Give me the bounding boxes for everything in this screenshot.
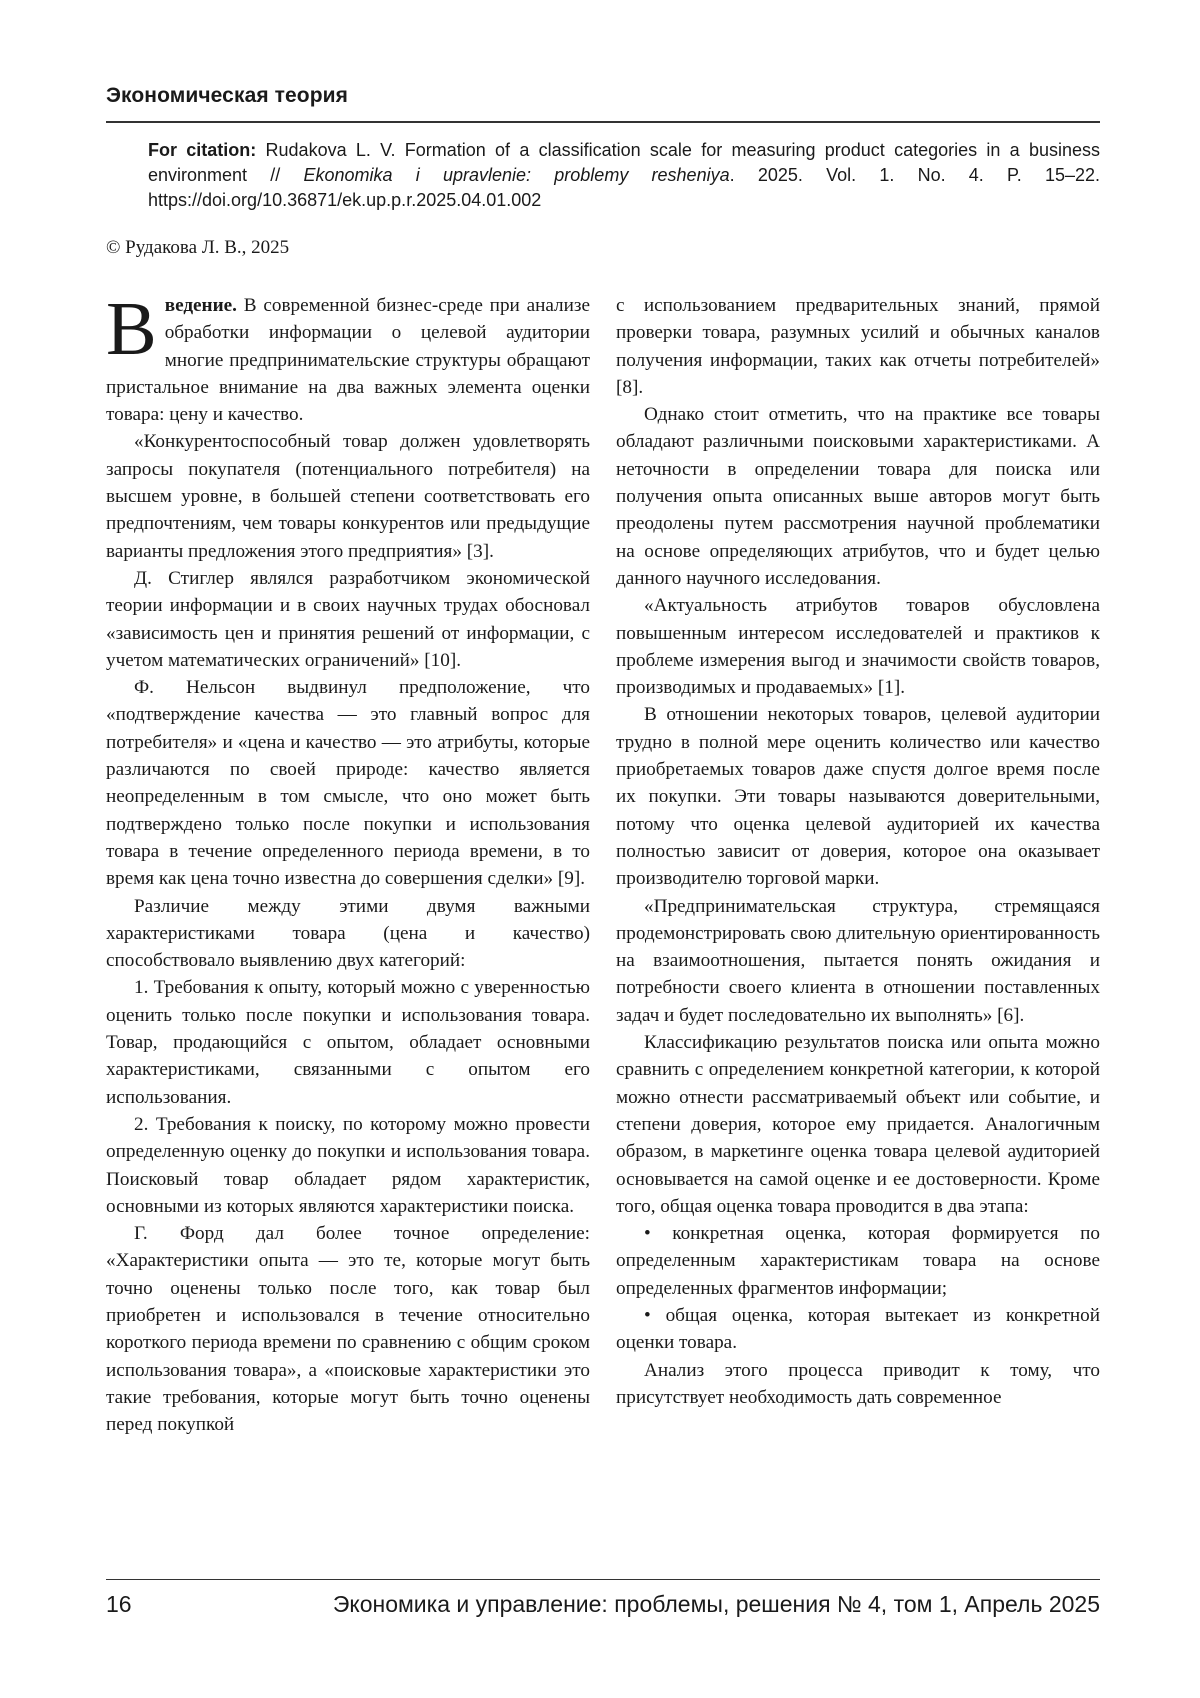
- section-title: Экономическая теория: [106, 84, 348, 108]
- header-rule: [106, 121, 1100, 123]
- bullet-item: • конкретная оценка, которая формируется по определенным характеристикам товара на основе определенных фрагментов информации;: [616, 1220, 1100, 1302]
- journal-page: [0, 0, 1200, 1698]
- citation-journal: Ekonomika i upravlenie: problemy resheniya: [304, 165, 730, 185]
- right-column: [616, 292, 1100, 1411]
- drop-cap: В: [106, 298, 157, 360]
- page-number: 16: [106, 1591, 132, 1618]
- paragraph: Классификацию результатов поиска или опыта можно сравнить с определением конкретной категории, к которой можно отнести рассматриваемый объект или событие, и степени доверия, которое ему придается. Аналогичным образом, в маркетинге оценка товара целевой аудиторией основывается на самой оценке и ее достоверности. Кроме того, общая оценка товара проводится в два этапа:: [616, 1029, 1100, 1220]
- citation-text-before: Rudakova L. V. Formation of a classification scale for measuring product categories in a business environment //: [148, 140, 1100, 185]
- citation-label: For citation:: [148, 140, 256, 160]
- intro-text: В современной бизнес-среде при анализе обработки информации о целевой аудитории многие предпринимательские структуры обращают пристальное внимание на два важных элемента оценки товара: цену и качество.: [106, 295, 590, 425]
- citation-text-after: . 2025. Vol. 1. No. 4. P. 15–22. https://doi.org/10.36871/ek.up.p.r.2025.04.01.002: [148, 165, 1100, 210]
- journal-footer: Экономика и управление: проблемы, решения № 4, том 1, Апрель 2025: [333, 1591, 1100, 1618]
- paragraph: «Предпринимательская структура, стремящаяся продемонстрировать свою длительную ориентированность на взаимоотношения, пытается понять ожидания и потребности своего клиента в отношении поставленных задач и будет последовательно их выполнять» [6].: [616, 893, 1100, 1029]
- paragraph: Однако стоит отметить, что на практике все товары обладают различными поисковыми характеристиками. А неточности в определении товара для поиска или получения опыта описанных выше авторов могут быть преодолены путем рассмотрения научной проблематики на основе определяющих атрибутов, что и будет целью данного научного исследования.: [616, 401, 1100, 592]
- paragraph: «Конкурентоспособный товар должен удовлетворять запросы покупателя (потенциального потребителя) на высшем уровне, в большей степени соответствовать его предпочтениям, чем товары конкурентов или предыдущие варианты предложения этого предприятия» [3].: [106, 428, 590, 564]
- paragraph: Анализ этого процесса приводит к тому, что присутствует необходимость дать современное: [616, 1357, 1100, 1412]
- paragraph: «Актуальность атрибутов товаров обусловлена повышенным интересом исследователей и практиков к проблеме измерения выгод и значимости свойств товаров, производимых и продаваемых» [1].: [616, 592, 1100, 701]
- intro-paragraph: [106, 292, 590, 428]
- bullet-item: • общая оценка, которая вытекает из конкретной оценки товара.: [616, 1302, 1100, 1357]
- paragraph: Г. Форд дал более точное определение: «Характеристики опыта — это те, которые могут быть точно оценены только после того, как товар был приобретен и использовался в течение относительно короткого периода времени по сравнению с общим сроком использования товара», а «поисковые характеристики это такие требования, которые могут быть точно оценены перед покупкой: [106, 1220, 590, 1438]
- copyright: © Рудакова Л. В., 2025: [106, 235, 289, 261]
- paragraph: Различие между этими двумя важными характеристиками товара (цена и качество) способствовало выявлению двух категорий:: [106, 893, 590, 975]
- left-column: [106, 292, 590, 1438]
- numbered-item: 1. Требования к опыту, который можно с уверенностью оценить только после покупки и использования товара. Товар, продающийся с опытом, обладает основными характеристиками, связанными с опытом его использования.: [106, 974, 590, 1110]
- paragraph: В отношении некоторых товаров, целевой аудитории трудно в полной мере оценить количество или качество приобретаемых товаров даже спустя долгое время после их покупки. Эти товары называются доверительными, потому что оценка целевой аудиторией их качества полностью зависит от доверия, которое она оказывает производителю торговой марки.: [616, 701, 1100, 892]
- footer-rule: [106, 1579, 1100, 1580]
- continuation-paragraph: с использованием предварительных знаний, прямой проверки товара, разумных усилий и обычных каналов получения информации, таких как отчеты потребителей» [8].: [616, 292, 1100, 401]
- intro-label: ведение.: [165, 295, 237, 316]
- numbered-item: 2. Требования к поиску, по которому можно провести определенную оценку до покупки и использования товара. Поисковый товар обладает рядом характеристик, основными из которых являются характеристики поиска.: [106, 1111, 590, 1220]
- paragraph: Ф. Нельсон выдвинул предположение, что «подтверждение качества — это главный вопрос для потребителя» и «цена и качество — это атрибуты, которые различаются по своей природе: качество является неопределенным в том смысле, что оно может быть подтверждено только после покупки и использования товара в течение определенного периода времени, в то время как цена точно известна до совершения сделки» [9].: [106, 674, 590, 892]
- paragraph: Д. Стиглер являлся разработчиком экономической теории информации и в своих научных трудах обосновал «зависимость цен и принятия решений от информации, с учетом математических ограничений» [10].: [106, 565, 590, 674]
- citation-block: [148, 138, 1100, 213]
